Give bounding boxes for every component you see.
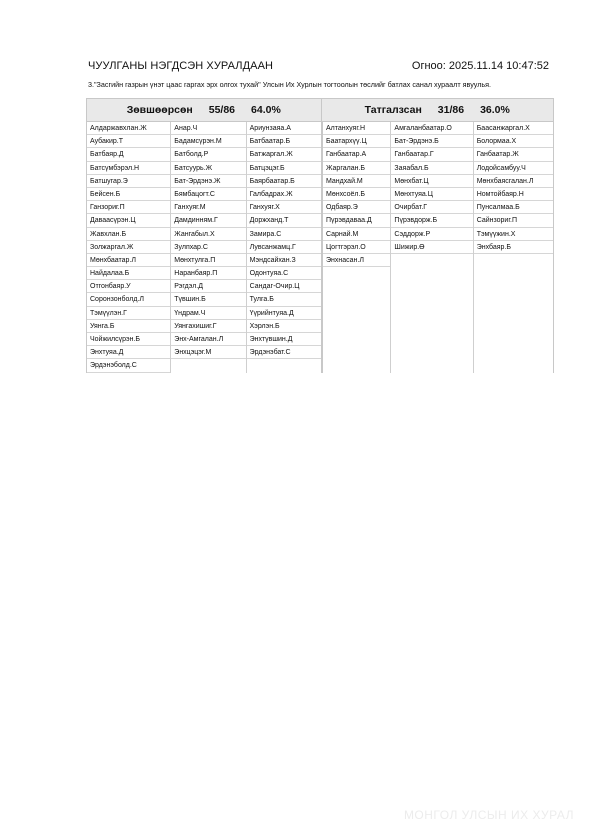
yes-column-1 (87, 122, 171, 373)
member-name: Зулпхар.С (171, 241, 245, 254)
member-name: Бейсен.Б (87, 188, 170, 201)
member-name: Даваасүрэн.Ц (87, 214, 170, 227)
member-name: Батболд.Р (171, 148, 245, 161)
member-name: Аубакир.Т (87, 135, 170, 148)
member-name: Тэмүүжин.Х (474, 228, 553, 241)
member-name: Баасанжаргал.Х (474, 122, 553, 135)
member-name: Бадамсүрэн.М (171, 135, 245, 148)
member-name: Пүрэвдаваа.Д (323, 214, 390, 227)
member-name: Бат-Эрдэнэ.Б (391, 135, 472, 148)
member-name: Мөнхтулга.П (171, 254, 245, 267)
member-name: Болормаа.Х (474, 135, 553, 148)
member-name: Мөнхбаясгалан.Л (474, 175, 553, 188)
no-header (322, 99, 554, 121)
member-name: Амгаланбаатар.О (391, 122, 472, 135)
member-name: Батжаргал.Ж (247, 148, 321, 161)
page-header (88, 60, 549, 76)
member-name: Жаргалан.Б (323, 162, 390, 175)
member-name: Ганхуяг.М (171, 201, 245, 214)
member-name: Бямбацогт.С (171, 188, 245, 201)
member-name: Шижир.Ө (391, 241, 472, 254)
member-name: Мөнхтуяа.Ц (391, 188, 472, 201)
member-name: Эрдэнэбат.С (247, 346, 321, 359)
member-name: Батбаяр.Д (87, 148, 170, 161)
member-name: Отгонбаяр.У (87, 280, 170, 293)
member-name: Мөнхбаатар.Л (87, 254, 170, 267)
vote-date: Огноо: 2025.11.14 10:47:52 (411, 60, 549, 72)
member-name: Цогтгэрэл.О (323, 241, 390, 254)
member-name: Соронзонболд.Л (87, 293, 170, 306)
member-name: Мэндсайхан.З (247, 254, 321, 267)
no-percent: 36.0% (480, 104, 510, 116)
member-name: Батцэцэг.Б (247, 162, 321, 175)
member-name: Энхтүвшин.Д (247, 333, 321, 346)
member-name: Батсүмбэрэл.Н (87, 162, 170, 175)
yes-label: Зөвшөөрсөн (126, 104, 193, 116)
member-name: Сэддорж.Р (391, 228, 472, 241)
member-name: Замира.С (247, 228, 321, 241)
member-name: Ариунзаяа.А (247, 122, 321, 135)
member-name: Энхтуяа.Д (87, 346, 170, 359)
member-name: Номтойбаяр.Н (474, 188, 553, 201)
member-name: Сарнай.М (323, 228, 390, 241)
member-name: Батшугар.Э (87, 175, 170, 188)
member-name: Баатархүү.Ц (323, 135, 390, 148)
no-count: 31/86 (437, 104, 465, 116)
member-name: Энх-Амгалан.Л (171, 333, 245, 346)
member-name: Ганбаатар.А (323, 148, 390, 161)
member-name: Сандаг-Очир.Ц (247, 280, 321, 293)
no-label: Татгалзсан (364, 104, 422, 116)
member-name: Түвшин.Б (171, 293, 245, 306)
member-name: Үүрийнтуяа.Д (247, 307, 321, 320)
member-name: Рэгдэл.Д (171, 280, 245, 293)
member-name: Дамдинням.Г (171, 214, 245, 227)
motion-description: 3."Засгийн газрын үнэт цаас гаргах эрх олгох тухай" Улсын Их Хурлын тогтоолын төслийг батлах санал хураалт явуулья. (88, 80, 492, 89)
member-name: Галбадрах.Ж (247, 188, 321, 201)
member-name: Наранбаяр.П (171, 267, 245, 280)
member-name: Одбаяр.Э (323, 201, 390, 214)
yes-header (87, 99, 322, 121)
no-column-2 (391, 122, 473, 373)
member-name: Пунсалмаа.Б (474, 201, 553, 214)
member-name: Доржханд.Т (247, 214, 321, 227)
no-column-3 (474, 122, 553, 373)
member-name: Ганбаатар.Ж (474, 148, 553, 161)
member-name: Заяабал.Б (391, 162, 472, 175)
member-name: Алдаржавхлан.Ж (87, 122, 170, 135)
watermark: МОНГОЛ УЛСЫН ИХ ХУРАЛ (403, 808, 574, 822)
member-name: Мандхай.М (323, 175, 390, 188)
member-name: Эрдэнэболд.С (87, 359, 170, 372)
member-name: Бат-Эрдэнэ.Ж (171, 175, 245, 188)
member-name: Мөнхбат.Ц (391, 175, 472, 188)
member-name: Тэмүүлэн.Г (87, 307, 170, 320)
member-name: Золжаргал.Ж (87, 241, 170, 254)
page-title: ЧУУЛГАНЫ НЭГДСЭН ХУРАЛДААН (88, 60, 274, 72)
vote-names-grid (87, 122, 553, 373)
member-name: Ганзориг.П (87, 201, 170, 214)
member-name: Баярбаатар.Б (247, 175, 321, 188)
member-name: Уянгахишиг.Г (171, 320, 245, 333)
member-name: Алтанхуяг.Н (323, 122, 390, 135)
member-name: Ганбаатар.Г (391, 148, 472, 161)
member-name: Одонтуяа.С (247, 267, 321, 280)
yes-column-2 (171, 122, 246, 373)
member-name: Лувсанжамц.Г (247, 241, 321, 254)
member-name: Батбаатар.Б (247, 135, 321, 148)
member-name: Тулга.Б (247, 293, 321, 306)
member-name: Пүрэвдорж.Б (391, 214, 472, 227)
member-name: Найдалаа.Б (87, 267, 170, 280)
member-name: Чойжилсүрэн.Б (87, 333, 170, 346)
no-column-1 (323, 122, 391, 373)
yes-count: 55/86 (208, 104, 236, 116)
member-name: Анар.Ч (171, 122, 245, 135)
member-name: Үндрам.Ч (171, 307, 245, 320)
member-name: Лодойсамбуу.Ч (474, 162, 553, 175)
member-name: Жангабыл.Х (171, 228, 245, 241)
member-name: Энхбаяр.Б (474, 241, 553, 254)
yes-column-3 (247, 122, 323, 373)
member-name: Энхнасан.Л (323, 254, 390, 267)
member-name: Энхцэцэг.М (171, 346, 245, 359)
member-name: Ганхуяг.Х (247, 201, 321, 214)
member-name: Очирбат.Г (391, 201, 472, 214)
member-name: Хэрлэн.Б (247, 320, 321, 333)
member-name: Жавхлан.Б (87, 228, 170, 241)
member-name: Мөнхсоёл.Б (323, 188, 390, 201)
member-name: Сайнзориг.П (474, 214, 553, 227)
vote-results-table (86, 98, 554, 373)
member-name: Уянга.Б (87, 320, 170, 333)
yes-percent: 64.0% (251, 104, 281, 116)
member-name: Батсуурь.Ж (171, 162, 245, 175)
